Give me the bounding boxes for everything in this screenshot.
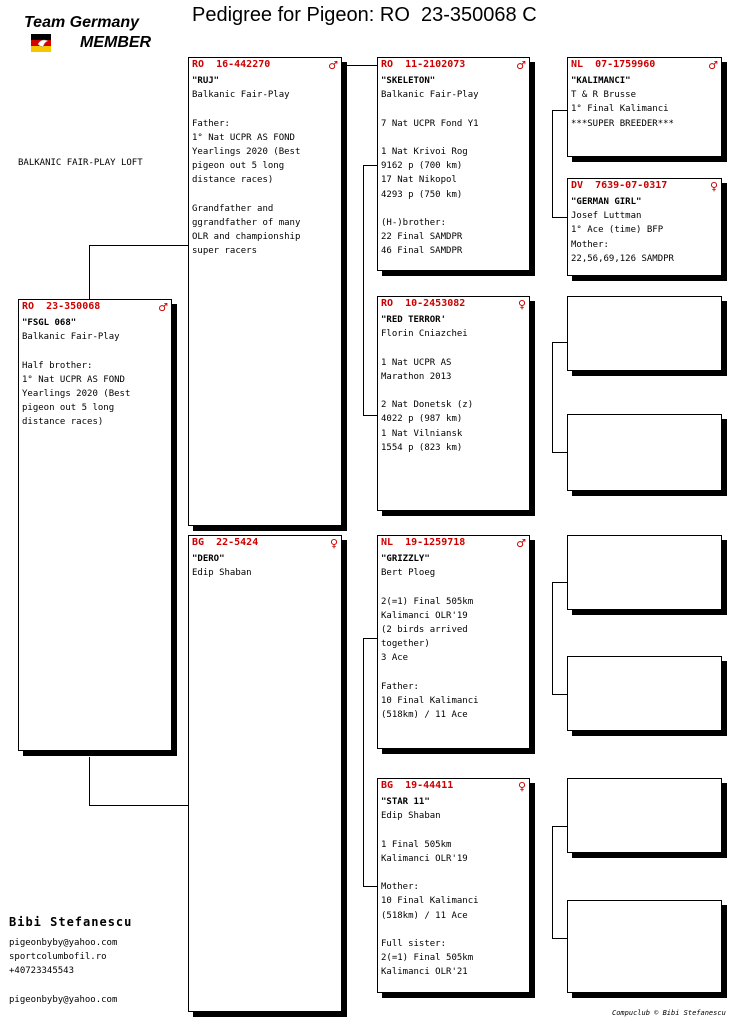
pigeon-info: Balkanic Fair-Play Father: 1° Nat UCPR AS FOND Yearlings 2020 (Best pigeon out 5 long distance races) Grandfather and ggrandfather of many OLR and championship super racers — [192, 90, 301, 257]
connector-line — [552, 582, 553, 694]
pedigree-card-empty — [567, 296, 722, 371]
breeder-phone: +40723345543 — [9, 966, 75, 976]
male-icon: ♂ — [516, 537, 526, 550]
male-icon: ♂ — [328, 59, 338, 72]
breeder-website: sportcolumbofil.ro — [9, 952, 107, 962]
pedigree-card-sire-dam — [377, 296, 530, 511]
ring-number: DV 7639-07-0317 — [571, 180, 668, 191]
female-icon: ♀ — [329, 537, 338, 550]
connector-line — [89, 245, 188, 246]
connector-line — [552, 582, 567, 583]
connector-line — [363, 165, 364, 415]
male-icon: ♂ — [158, 301, 168, 314]
logo-line2: MEMBER — [80, 34, 152, 51]
ring-number: RO 10-2453082 — [381, 298, 466, 309]
pigeon-name: "RUJ" — [192, 76, 220, 86]
pigeon-info: T & R Brusse 1° Final Kalimanci ***SUPER BREEDER*** — [571, 90, 674, 129]
pigeon-name: "DERO" — [192, 554, 225, 564]
pedigree-card-empty — [567, 778, 722, 853]
connector-line — [552, 826, 553, 938]
page-title: Pedigree for Pigeon: RO 23-350068 C — [192, 4, 537, 26]
connector-line — [363, 415, 377, 416]
pedigree-card-dam-sire — [377, 535, 530, 749]
connector-line — [347, 65, 377, 66]
connector-line — [363, 165, 377, 166]
ring-number: NL 19-1259718 — [381, 537, 466, 548]
connector-line — [363, 886, 377, 887]
pigeon-name: "GRIZZLY" — [381, 554, 430, 564]
connector-line — [552, 217, 567, 218]
pigeon-name: "SKELETON" — [381, 76, 436, 86]
pigeon-name: "FSGL 068" — [22, 318, 77, 328]
pigeon-logo-icon — [36, 36, 50, 50]
pigeon-info: Edip Shaban 1 Final 505km Kalimanci OLR'19 Mother: 10 Final Kalimanci (518km) / 11 Ace Full sister: 2(=1) Final 505km Kalimanci OLR'21 — [381, 811, 479, 978]
pedigree-card-empty — [567, 414, 722, 491]
ring-number: RO 23-350068 — [22, 301, 101, 312]
connector-line — [89, 757, 90, 805]
pigeon-info: Florin Cniazchei 1 Nat UCPR AS Marathon 2013 2 Nat Donetsk (z) 4022 p (987 km) 1 Nat Vilniansk 1554 p (823 km) — [381, 329, 474, 453]
pedigree-card-sire — [188, 57, 342, 526]
logo-line1: Team Germany — [24, 14, 140, 31]
loft-name: BALKANIC FAIR-PLAY LOFT — [18, 158, 143, 168]
pigeon-name: "STAR 11" — [381, 797, 430, 807]
female-icon: ♀ — [517, 780, 526, 793]
connector-line — [552, 342, 553, 452]
pedigree-card-empty — [567, 535, 722, 610]
connector-line — [363, 638, 364, 886]
female-icon: ♀ — [709, 180, 718, 193]
breeder-email: pigeonbyby@yahoo.com — [9, 938, 118, 948]
pedigree-card-ssd — [567, 178, 722, 276]
connector-line — [363, 638, 377, 639]
ring-number: BG 22-5424 — [192, 537, 259, 548]
pedigree-card-empty — [567, 656, 722, 731]
ring-number: NL 07-1759960 — [571, 59, 656, 70]
male-icon: ♂ — [516, 59, 526, 72]
connector-line — [552, 452, 567, 453]
connector-line — [552, 826, 567, 827]
pigeon-info: Edip Shaban — [192, 568, 252, 579]
connector-line — [552, 110, 567, 111]
pigeon-name: "RED TERROR' — [381, 315, 447, 325]
pedigree-card-dam-dam — [377, 778, 530, 993]
pigeon-name: "KALIMANCI" — [571, 76, 631, 86]
connector-line — [89, 245, 90, 301]
connector-line — [552, 342, 567, 343]
pedigree-card-empty — [567, 900, 722, 993]
connector-line — [552, 938, 567, 939]
ring-number: RO 16-442270 — [192, 59, 271, 70]
female-icon: ♀ — [517, 298, 526, 311]
connector-line — [552, 694, 567, 695]
pigeon-info: Bert Ploeg 2(=1) Final 505km Kalimanci OLR'19 (2 birds arrived together) 3 Ace Father: 10 Final Kalimanci (518km) / 11 Ace — [381, 568, 479, 721]
pigeon-name: "GERMAN GIRL" — [571, 197, 642, 207]
ring-number: BG 19-44411 — [381, 780, 454, 791]
pedigree-card-subject — [18, 299, 172, 751]
pedigree-card-sire-sire — [377, 57, 530, 271]
credit-text: Compuclub © Bibi Stefanescu — [612, 1009, 726, 1017]
connector-line — [89, 805, 188, 806]
ring-number: RO 11-2102073 — [381, 59, 466, 70]
pigeon-info: Balkanic Fair-Play Half brother: 1° Nat UCPR AS FOND Yearlings 2020 (Best pigeon out 5 long distance races) — [22, 332, 131, 428]
pigeon-info: Balkanic Fair-Play 7 Nat UCPR Fond Y1 1 Nat Krivoi Rog 9162 p (700 km) 17 Nat Nikopol 4293 p (750 km) (H-)brother: 22 Final SAMDPR 46 Final SAMDPR — [381, 90, 479, 257]
breeder-email-secondary: pigeonbyby@yahoo.com — [9, 995, 118, 1005]
pedigree-card-dam — [188, 535, 342, 1012]
connector-line — [552, 110, 553, 217]
male-icon: ♂ — [708, 59, 718, 72]
breeder-name: Bibi Stefanescu — [9, 915, 133, 929]
pigeon-info: Josef Luttman 1° Ace (time) BFP Mother: 22,56,69,126 SAMDPR — [571, 211, 674, 264]
pedigree-card-sss — [567, 57, 722, 157]
